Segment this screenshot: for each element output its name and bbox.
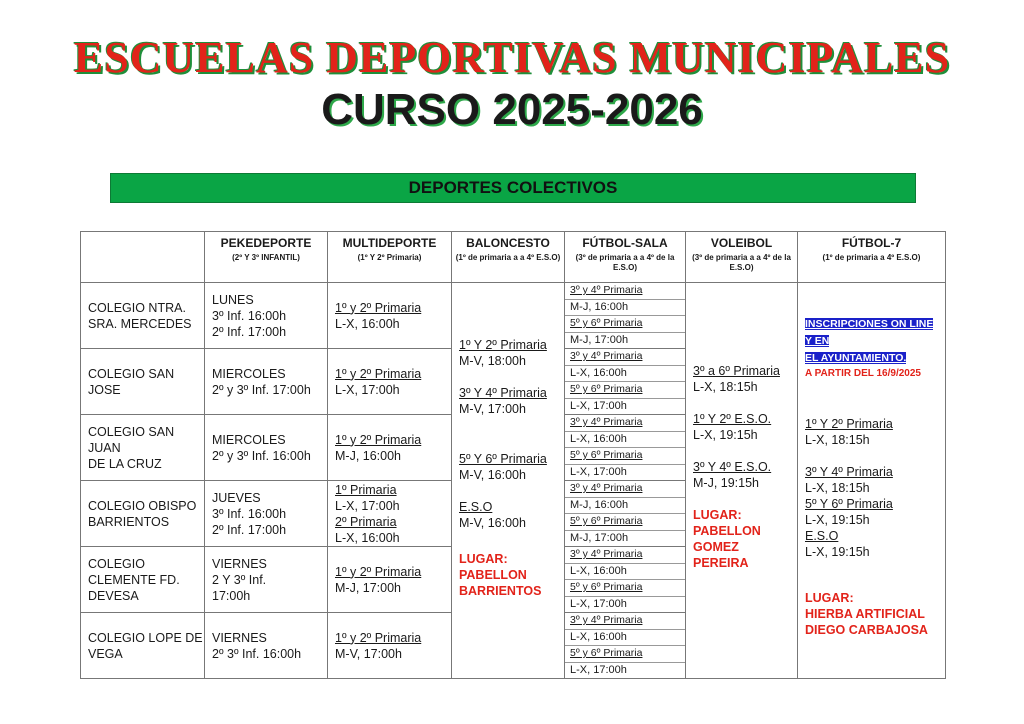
group-label: 1º y 2º Primaria: [335, 366, 422, 381]
group-label: 3º y 4º Primaria: [565, 349, 685, 366]
school-line: DEVESA: [88, 588, 139, 603]
table-header-row: [81, 232, 946, 283]
school-line: COLEGIO: [88, 556, 145, 571]
school-line: COLEGIO OBISPO: [88, 498, 197, 513]
school-name: [81, 613, 205, 679]
schedule-line: 2º 3º Inf. 16:00h: [212, 646, 302, 661]
schedule-line: L-X, 18:15h: [693, 380, 758, 394]
pekedeporte-cell: [205, 415, 328, 481]
schedule-line: M-V, 16:00h: [459, 516, 526, 530]
multideporte-cell: [328, 283, 452, 349]
school-name: [81, 481, 205, 547]
schedule-line: L-X, 19:15h: [693, 428, 758, 442]
schedule-line: M-J, 17:00h: [335, 580, 402, 595]
schedule-line: M-J, 16:00h: [565, 300, 685, 317]
group-label: 1º Primaria: [335, 482, 397, 497]
futbol-sala-cell: [565, 613, 686, 679]
multideporte-cell: [328, 481, 452, 547]
futbol-7-cell: [798, 283, 946, 679]
venue: [805, 590, 939, 638]
group-label: 1º y 2º Primaria: [335, 630, 422, 645]
schedule-line: L-X, 17:00h: [335, 498, 400, 513]
school-line: COLEGIO SAN JUAN: [88, 424, 175, 455]
group-label: 3º Y 4º E.S.O.: [693, 460, 772, 474]
venue-line: LUGAR:: [459, 552, 508, 566]
column-header: [565, 232, 686, 283]
schedule-line: 2º Inf. 17:00h: [212, 522, 287, 537]
notice-line: INSCRIPCIONES ON LINE Y EN: [805, 318, 934, 347]
corner-cell: [81, 232, 205, 283]
schedule-line: L-X, 17:00h: [570, 399, 627, 412]
column-subtitle: (3º de primaria a a 4º de la E.S.O): [692, 253, 791, 272]
school-name: [81, 547, 205, 613]
column-subtitle: (1º de primaria a 4º E.S.O): [822, 253, 921, 262]
multideporte-cell: [328, 547, 452, 613]
school-line: SRA. MERCEDES: [88, 316, 192, 331]
venue-line: DIEGO CARBAJOSA: [805, 623, 928, 637]
schedule-line: L-X, 19:15h: [805, 513, 870, 527]
column-title: VOLEIBOL: [710, 236, 773, 250]
group-label: 3º Y 4º Primaria: [805, 465, 893, 479]
schedule-line: M-J, 16:00h: [565, 498, 685, 515]
group-label: 5º y 6º Primaria: [565, 580, 685, 597]
voleibol-cell: [686, 283, 798, 679]
schedule-line: L-X, 16:00h: [565, 432, 685, 449]
schedule-line: L-X, 19:15h: [805, 545, 870, 559]
schedule-line: 3º Inf. 16:00h: [212, 506, 287, 521]
schedule-line: 2º y 3º Inf. 16:00h: [212, 448, 311, 463]
multideporte-cell: [328, 349, 452, 415]
school-line: CLEMENTE FD.: [88, 572, 180, 587]
schedule-line: 2 Y 3º Inf.: [212, 572, 267, 587]
schedule-line: M-V, 16:00h: [459, 468, 526, 482]
schedule-table: [80, 231, 946, 679]
column-header: [452, 232, 565, 283]
group-label: 1º Y 2º E.S.O.: [693, 412, 772, 426]
schedule-line: VIERNES: [212, 630, 267, 645]
venue-line: LUGAR:: [693, 508, 742, 522]
schedule-line: L-X, 16:00h: [335, 530, 400, 545]
futbol-sala-cell: [565, 283, 686, 349]
futbol-sala-cell: [565, 547, 686, 613]
school-line: COLEGIO LOPE DE: [88, 630, 203, 645]
venue: [459, 551, 558, 599]
column-header: [205, 232, 328, 283]
column-subtitle: (2º Y 3º INFANTIL): [232, 253, 300, 262]
table-row: [81, 283, 946, 349]
venue: [693, 507, 791, 571]
schedule-line: LUNES: [212, 292, 254, 307]
group-label: 3º y 4º Primaria: [565, 415, 685, 432]
column-title: PEKEDEPORTE: [220, 236, 312, 250]
schedule-line: L-X, 17:00h: [335, 382, 400, 397]
venue-line: LUGAR:: [805, 591, 854, 605]
school-line: COLEGIO NTRA.: [88, 300, 186, 315]
schedule-line: JUEVES: [212, 490, 261, 505]
column-title: FÚTBOL-SALA: [582, 236, 668, 250]
schedule-line: M-J, 16:00h: [335, 448, 402, 463]
venue-line: PABELLON: [459, 568, 527, 582]
schedule-line: 3º Inf. 16:00h: [212, 308, 287, 323]
group-label: 5º y 6º Primaria: [565, 316, 685, 333]
school-line: COLEGIO SAN JOSE: [88, 366, 175, 397]
group-label: 3º a 6º Primaria: [693, 364, 780, 378]
schedule-line: L-X, 17:00h: [570, 465, 627, 478]
schedule-line: M-V, 17:00h: [459, 402, 526, 416]
group-label: E.S.O: [805, 529, 839, 543]
column-header: [798, 232, 946, 283]
column-subtitle: (1º de primaria a a 4º E.S.O): [455, 253, 561, 262]
group-label: 1º y 2º Primaria: [335, 432, 422, 447]
group-label: 5º y 6º Primaria: [565, 448, 685, 465]
multideporte-cell: [328, 613, 452, 679]
pekedeporte-cell: [205, 547, 328, 613]
group-label: 1º y 2º Primaria: [335, 564, 422, 579]
group-label: 3º Y 4º Primaria: [459, 386, 547, 400]
schedule-line: L-X, 16:00h: [335, 316, 400, 331]
baloncesto-cell: [452, 283, 565, 679]
schedule-line: L-X, 16:00h: [565, 366, 685, 383]
column-subtitle: (3º de primaria a a 4º de la E.S.O): [575, 253, 675, 272]
column-header: [328, 232, 452, 283]
column-title: FÚTBOL-7: [841, 236, 902, 250]
column-header: [686, 232, 798, 283]
schedule-line: M-J, 17:00h: [570, 531, 629, 544]
group-label: 1º Y 2º Primaria: [805, 417, 893, 431]
venue-line: BARRIENTOS: [459, 584, 542, 598]
column-title: BALONCESTO: [466, 236, 550, 250]
school-line: BARRIENTOS: [88, 514, 170, 529]
group-label: 3º y 4º Primaria: [565, 613, 685, 630]
multideporte-cell: [328, 415, 452, 481]
schedule-line: 2º y 3º Inf. 17:00h: [212, 382, 311, 397]
schedule-line: L-X, 16:00h: [565, 564, 685, 581]
group-label: 2º Primaria: [335, 514, 397, 529]
group-label: 5º Y 6º Primaria: [805, 497, 893, 511]
venue-line: GOMEZ PEREIRA: [693, 540, 749, 570]
group-label: 3º y 4º Primaria: [565, 481, 685, 498]
schedule-line: M-V, 17:00h: [335, 646, 402, 661]
schedule-line: M-J, 17:00h: [570, 333, 629, 346]
notice-line: EL AYUNTAMIENTO.: [805, 352, 907, 364]
main-title: ESCUELAS DEPORTIVAS MUNICIPALES: [73, 33, 951, 82]
schedule-line: L-X, 17:00h: [570, 597, 627, 610]
pekedeporte-cell: [205, 349, 328, 415]
venue-line: PABELLON: [693, 524, 761, 538]
venue-line: HIERBA ARTIFICIAL: [805, 607, 925, 621]
pekedeporte-cell: [205, 481, 328, 547]
schedule-line: 17:00h: [212, 588, 251, 603]
schedule-line: L-X, 17:00h: [570, 663, 627, 676]
schedule-line: L-X, 16:00h: [565, 630, 685, 647]
group-label: 5º y 6º Primaria: [565, 382, 685, 399]
inscripciones-notice: [805, 315, 939, 366]
school-name: [81, 349, 205, 415]
futbol-sala-cell: [565, 349, 686, 415]
group-label: 5º Y 6º Primaria: [459, 452, 547, 466]
school-name: [81, 415, 205, 481]
column-title: MULTIDEPORTE: [342, 236, 437, 250]
pekedeporte-cell: [205, 283, 328, 349]
schedule-line: M-J, 19:15h: [693, 476, 760, 490]
pekedeporte-cell: [205, 613, 328, 679]
school-line: VEGA: [88, 646, 123, 661]
schedule-line: L-X, 18:15h: [805, 433, 870, 447]
group-label: 3º y 4º Primaria: [565, 547, 685, 564]
group-label: 5º y 6º Primaria: [565, 514, 685, 531]
group-label: 5º y 6º Primaria: [565, 646, 685, 663]
schedule-line: 2º Inf. 17:00h: [212, 324, 287, 339]
group-label: 1º y 2º Primaria: [335, 300, 422, 315]
group-label: 1º Y 2º Primaria: [459, 338, 547, 352]
schedule-line: MIERCOLES: [212, 432, 286, 447]
section-banner: DEPORTES COLECTIVOS: [110, 173, 916, 203]
futbol-sala-cell: [565, 415, 686, 481]
school-name: [81, 283, 205, 349]
course-subtitle: CURSO 2025-2026: [321, 85, 703, 134]
futbol-sala-cell: [565, 481, 686, 547]
schedule-line: MIERCOLES: [212, 366, 286, 381]
group-label: 3º y 4º Primaria: [565, 283, 685, 300]
start-date: A PARTIR DEL 16/9/2025: [805, 368, 921, 379]
group-label: E.S.O: [459, 500, 493, 514]
schedule-line: M-V, 18:00h: [459, 354, 526, 368]
school-line: DE LA CRUZ: [88, 456, 162, 471]
schedule-line: L-X, 18:15h: [805, 481, 870, 495]
column-subtitle: (1º Y 2º Primaria): [357, 253, 422, 262]
schedule-line: VIERNES: [212, 556, 267, 571]
